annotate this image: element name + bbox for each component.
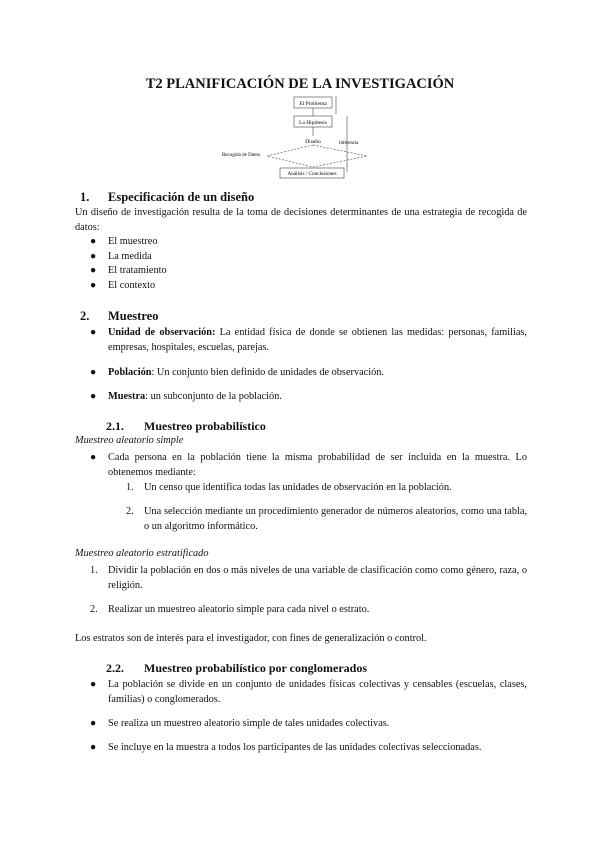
diagram-analisis: Análisis / Conclusiones [287, 171, 337, 177]
list-item: ● Se realiza un muestreo aleatorio simple de tales unidades colectivas. [90, 718, 390, 729]
section-number: 2.1. [106, 419, 124, 433]
sub-item: 2. Una selección mediante un procedimiento generador de números aleatorios, como una tabla, o un algoritmo informático. [126, 506, 527, 532]
list-item: ● Muestra: un subconjunto de la población. [90, 391, 282, 402]
diagram-hipotesis: La Hipótesis [299, 120, 327, 126]
section-title: Muestreo [108, 309, 159, 323]
numbered-item: 2. Realizar un muestreo aleatorio simple para cada nivel o estrato. [90, 604, 370, 615]
section-number: 2.2. [106, 661, 124, 675]
diagram-inferencia: Inferencia [339, 141, 359, 146]
list-item: ● Se incluye en la muestra a todos los participantes de las unidades colectivas seleccionadas. [90, 742, 482, 753]
list-item: ● Unidad de observación: La entidad física de donde se obtienen las medidas: personas, familias, empresas, hospitales, escuelas, parejas. [90, 327, 527, 353]
simple-sampling-label: Muestreo aleatorio simple [75, 435, 184, 446]
section-1-intro: Un diseño de investigación resulta de la toma de decisiones determinantes de una estrategia de recogida de datos: [75, 207, 527, 233]
section-title: Muestreo probabilístico [144, 419, 266, 433]
diagram-recogida: Recogida de Datos [222, 153, 260, 158]
term: Muestra [108, 391, 146, 402]
process-diamond [267, 145, 367, 167]
section-number: 1. [80, 190, 90, 204]
term: Población [108, 367, 152, 378]
research-process-diagram [222, 94, 382, 180]
numbered-item: 1. Dividir la población en dos o más niveles de una variable de clasificación como como género, raza, o religión. [90, 565, 527, 591]
section-1-heading [80, 190, 254, 205]
section-number: 2. [80, 309, 90, 323]
section-2-heading [80, 309, 158, 324]
section-2-1-heading [106, 419, 266, 434]
section-2-2-heading [106, 661, 367, 676]
list-item: ● El tratamiento [90, 265, 167, 276]
stratified-sampling-label: Muestreo aleatorio estratificado [75, 548, 209, 559]
sub-item: 1. Un censo que identifica todas las unidades de observación en la población. [126, 482, 452, 493]
diagram-problema: El Problema [299, 101, 327, 107]
strata-note: Los estratos son de interés para el investigador, con fines de generalización o control. [75, 633, 427, 644]
list-item: ● Población: Un conjunto bien definido de unidades de observación. [90, 367, 384, 378]
list-item: ● El contexto [90, 280, 156, 291]
list-item: ● La población se divide en un conjunto de unidades físicas colectivas y censables (escuelas, clases, familias) o conglomerados. [90, 679, 527, 705]
section-title: Especificación de un diseño [108, 190, 255, 204]
term: Unidad de observación: [108, 327, 216, 338]
list-item: ● Cada persona en la población tiene la misma probabilidad de ser incluida en la muestra. Lo obtenemos mediante: [90, 452, 527, 478]
diagram-diseno: Diseño [305, 139, 321, 145]
list-item: ● El muestreo [90, 236, 158, 247]
list-item: ● La medida [90, 251, 152, 262]
page-title: T2 PLANIFICACIÓN DE LA INVESTIGACIÓN [145, 76, 455, 92]
section-title: Muestreo probabilístico por conglomerados [144, 661, 367, 675]
